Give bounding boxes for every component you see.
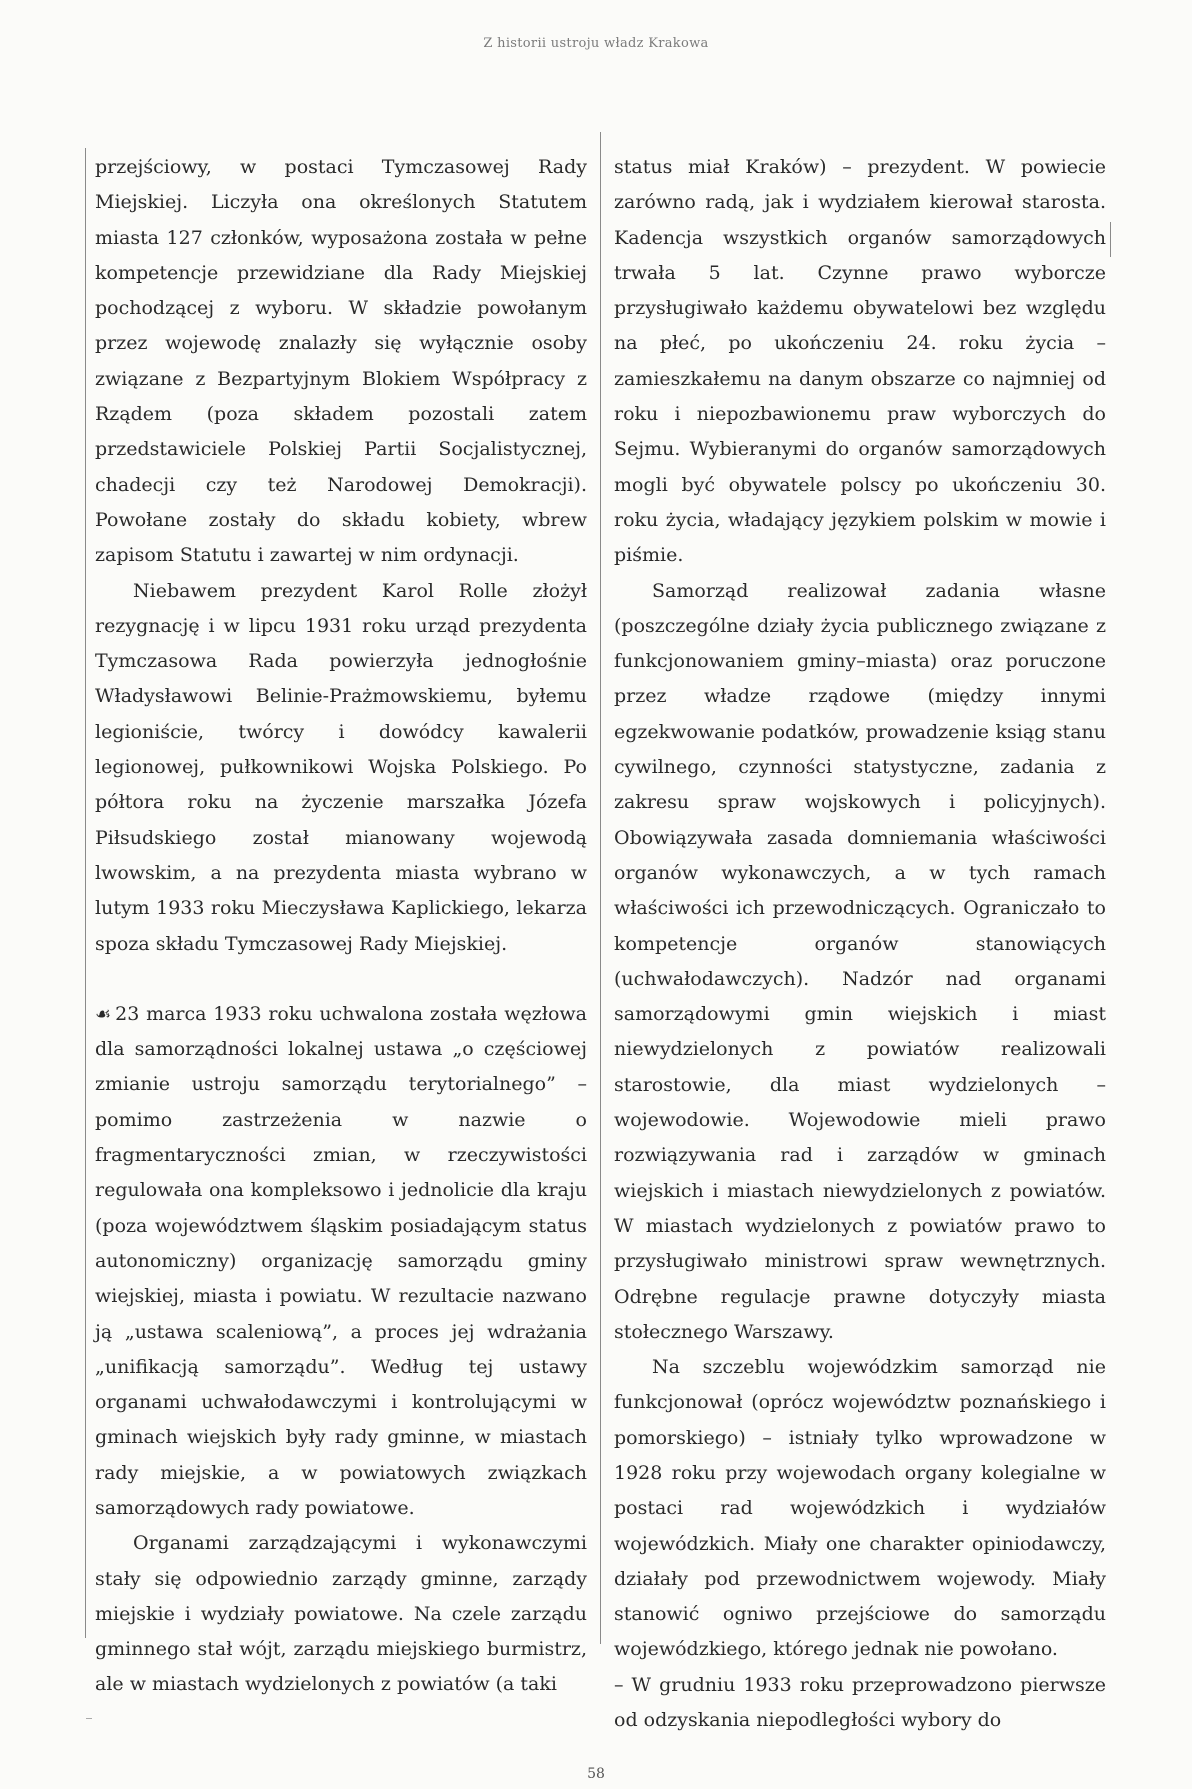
- paragraph: Organami zarządzającymi i wykonawczymi stały się odpowiednio zarządy gminne, zarządy miejskie i wydziały powiatowe. Na czele zarządu gminnego stał wójt, zarządu miejskiego burmistrz, ale w miastach wydzielonych z powiatów (a taki: [95, 1532, 587, 1696]
- paragraph: Niebawem prezydent Karol Rolle złożył rezygnację i w lipcu 1931 roku urząd prezydenta Tymczasowa Rada powierzyła jednogłośnie Władysławowi Belinie-Prażmowskiemu, byłemu legioniście, twórcy i dowódcy kawalerii legionowej, pułkownikowi Wojska Polskiego. Po półtora roku na życzenie marszałka Józefa Piłsudskiego został mianowany wojewodą lwowskim, a na prezydenta miasta wybrano w lutym 1933 roku Mieczysława Kaplickiego, lekarza spoza składu Tymczasowej Rady Miejskiej.: [95, 579, 587, 955]
- paragraph: przejściowy, w postaci Tymczasowej Rady Miejskiej. Liczyła ona określonych Statutem miasta 127 członków, wyposażona została w pełne kompetencje przewidziane dla Rady Miejskiej pochodzącej z wyboru. W składzie powołanym przez wojewodę znalazły się wyłącznie osoby związane z Bezpartyjnym Blokiem Współpracy z Rządem (poza składem pozostali zatem przedstawiciele Polskiej Partii Socjalistycznej, chadecji czy też Narodowej Demokracji). Powołane zostały do składu kobiety, wbrew zapisom Statutu i zawartej w nim ordynacji.: [95, 156, 587, 567]
- paragraph: status miał Kraków) – prezydent. W powiecie zarówno radą, jak i wydziałem kierował starosta. Kadencja wszystkich organów samorządowych trwała 5 lat. Czynne prawo wyborcze przysługiwało każdemu obywatelowi bez względu na płeć, po ukończeniu 24. roku życia – zamieszkałemu na danym obszarze co najmniej od roku i niepozbawionemu praw wyborczych do Sejmu. Wybieranymi do organów samorządowych mogli być obywatele polscy po ukończeniu 30. roku życia, władający językiem polskim w mowie i piśmie.: [614, 156, 1106, 567]
- right-margin-mark: [1110, 222, 1111, 257]
- paragraph: [95, 997, 587, 1526]
- paragraph-text: 23 marca 1933 roku uchwalona została węzłowa dla samorządności lokalnej ustawa „o częściowej zmianie ustroju samorządu terytorialnego” – pomimo zastrzeżenia w nazwie o fragmentaryczności zmian, w rzeczywistości regulowała ona kompleksowo i jednolicie dla kraju (poza województwem śląskim posiadającym status autonomiczny) organizację samorządu gminy wiejskiej, miasta i powiatu. W rezultacie nazwano ją „ustawa scaleniową”, a proces jej wdrażania „unifikacją samorządu”. Według tej ustawy organami uchwałodawczymi i kontrolującymi w gminach wiejskich były rady gminne, w miastach rady miejskie, a w powiatowych związkach samorządowych rady powiatowe.: [95, 1002, 587, 1519]
- paragraph: Samorząd realizował zadania własne (poszczególne działy życia publicznego związane z funkcjonowaniem gminy–miasta) oraz poruczone przez władze rządowe (między innymi egzekwowanie podatków, prowadzenie ksiąg stanu cywilnego, czynności statystyczne, zadania z zakresu spraw wojskowych i policyjnych). Obowiązywała zasada domniemania właściwości organów wykonawczych, a w tych ramach właściwości ich przewodniczących. Ograniczało to kompetencje organów stanowiących (uchwałodawczych). Nadzór nad organami samorządowymi gmin wiejskich i miast niewydzielonych z powiatów realizowali starostowie, dla miast wydzielonych – wojewodowie. Wojewodowie mieli prawo rozwiązywania rad i zarządów w gminach wiejskich i miastach niewydzielonych z powiatów. W miastach wydzielonych z powiatów prawo to przysługiwało ministrowi spraw wewnętrznych. Odrębne regulacje prawne dotyczyły miasta stołecznego Warszawy.: [614, 579, 1106, 1343]
- paragraph: Na szczeblu wojewódzkim samorząd nie funkcjonował (oprócz województw poznańskiego i pomorskiego) – istniały tylko wprowadzone w 1928 roku przy wojewodach organy kolegialne w postaci rad wojewódzkich i wydziałów wojewódzkich. Miały one charakter opiniodawczy, działały pod przewodnictwem wojewody. Miały stanowić ogniwo przejściowe do samorządu wojewódzkiego, którego jednak nie powołano.: [614, 1356, 1106, 1661]
- right-column: [614, 150, 1106, 1738]
- running-header: Z historii ustroju władz Krakowa: [483, 36, 709, 51]
- paragraph: – W grudniu 1933 roku przeprowadzono pierwsze od odzyskania niepodległości wybory do: [614, 1673, 1106, 1732]
- left-margin-rule: [85, 148, 86, 1638]
- left-column: [95, 150, 587, 1703]
- page-number: 58: [587, 1766, 605, 1782]
- margin-mark: [86, 1718, 92, 1719]
- column-divider: [600, 132, 601, 1644]
- fleuron-icon: ☙: [95, 1003, 112, 1025]
